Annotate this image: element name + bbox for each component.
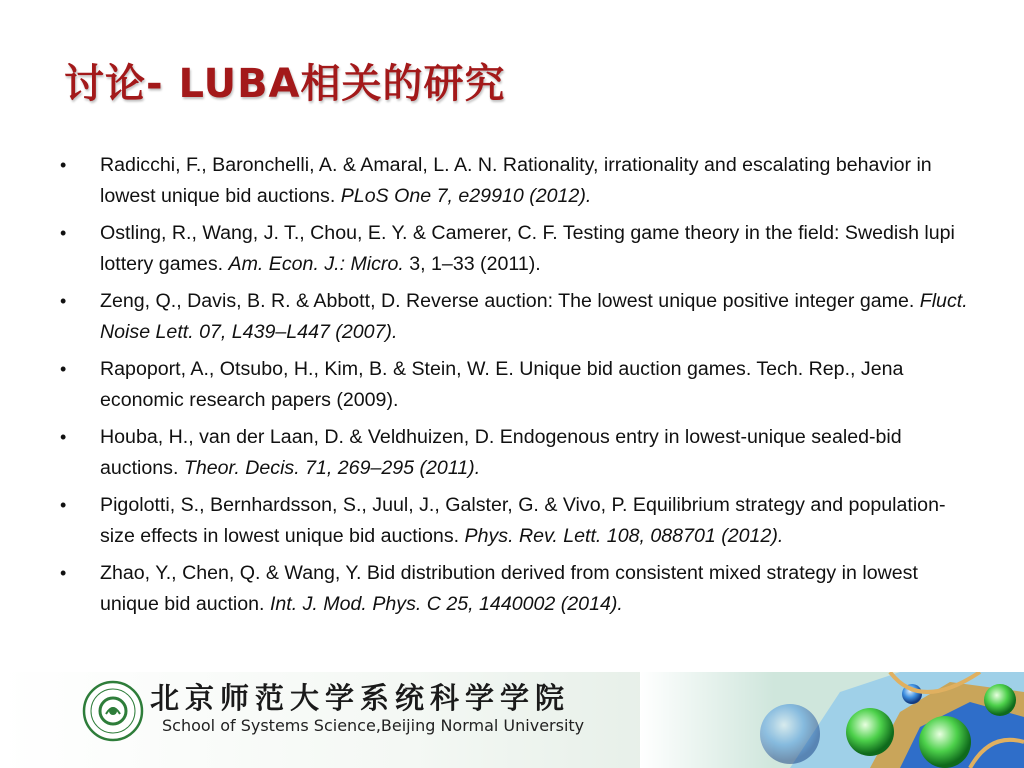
reference-item-5 — [60, 422, 970, 484]
bullet-icon: • — [60, 291, 67, 311]
reference-text: Pigolotti, S., Bernhardsson, S., Juul, J., Galster, G. & Vivo, P. Equilibrium strategy and population-size effects in lowest unique bid auctions. — [100, 494, 946, 547]
reference-journal: Phys. Rev. Lett. 108, 088701 (2012). — [464, 525, 784, 547]
bullet-icon: • — [60, 223, 67, 243]
reference-journal: Theor. Decis. 71, 269–295 (2011). — [183, 457, 481, 479]
reference-list — [60, 150, 970, 626]
school-name-chinese: 北京师范大学系统科学学院 — [150, 681, 571, 715]
reference-text: Ostling, R., Wang, J. T., Chou, E. Y. & Camerer, C. F. Testing game theory in the field: Swedish lupi lottery games. — [100, 222, 955, 275]
reference-item-3 — [60, 286, 970, 348]
bullet-icon: • — [60, 359, 67, 379]
school-name-english: School of Systems Science,Beijing Normal University — [162, 716, 585, 735]
reference-text: Zeng, Q., Davis, B. R. & Abbott, D. Reverse auction: The lowest unique positive integer game. — [100, 290, 920, 312]
reference-journal: PLoS One 7, e29910 (2012). — [340, 185, 592, 207]
bullet-icon: • — [60, 427, 67, 447]
reference-item-7 — [60, 558, 970, 620]
reference-text: Houba, H., van der Laan, D. & Veldhuizen, D. Endogenous entry in lowest-unique sealed-bid auctions. — [100, 426, 902, 479]
reference-text: Zhao, Y., Chen, Q. & Wang, Y. Bid distribution derived from consistent mixed strategy in lowest unique bid auction. — [100, 562, 918, 615]
reference-tail: 3, 1–33 (2011). — [403, 253, 541, 275]
fractal-decoration-icon — [640, 672, 1024, 768]
reference-item-4 — [60, 354, 970, 416]
bullet-icon: • — [60, 155, 67, 175]
reference-journal: Am. Econ. J.: Micro. — [228, 253, 404, 275]
university-seal-icon — [82, 680, 144, 742]
reference-item-2 — [60, 218, 970, 280]
reference-text: Rapoport, A., Otsubo, H., Kim, B. & Stein, W. E. Unique bid auction games. Tech. Rep., Jena economic research papers (2009). — [100, 358, 904, 411]
reference-journal: Int. J. Mod. Phys. C 25, 1440002 (2014). — [269, 593, 623, 615]
bullet-icon: • — [60, 495, 67, 515]
reference-item-1 — [60, 150, 970, 212]
reference-item-6 — [60, 490, 970, 552]
reference-journal: Fluct. Noise Lett. 07, L439–L447 (2007). — [100, 290, 968, 343]
slide-title: 讨论- LUBA相关的研究 — [64, 61, 506, 107]
reference-text: Radicchi, F., Baronchelli, A. & Amaral, L. A. N. Rationality, irrationality and escalating behavior in lowest unique bid auctions. — [100, 154, 932, 207]
bullet-icon: • — [60, 563, 67, 583]
